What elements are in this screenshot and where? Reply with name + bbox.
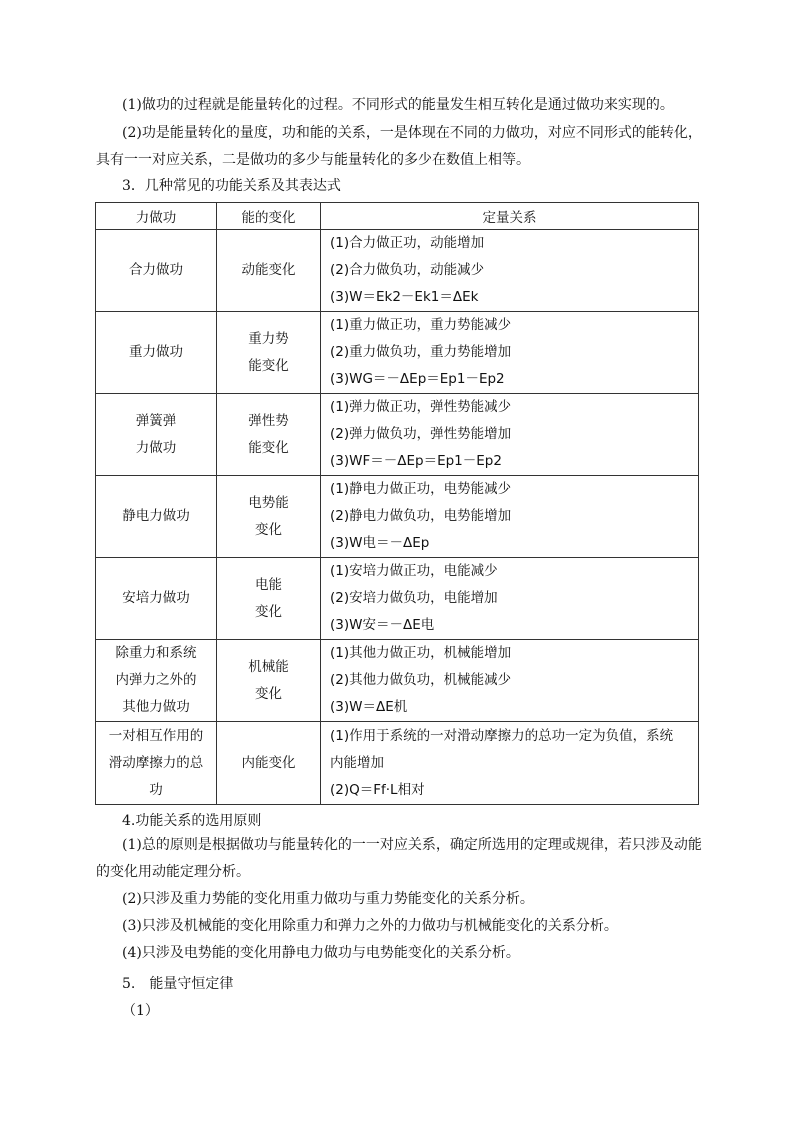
table-row <box>96 394 699 476</box>
principle-4: (4)只涉及电势能的变化用静电力做功与电势能变化的关系分析。 <box>122 945 520 961</box>
table-row <box>96 476 699 558</box>
force-cell <box>96 394 217 476</box>
table-row <box>96 722 699 805</box>
relation-cell-line: (3)W＝Ek2－Ek1＝ΔEk <box>330 289 479 305</box>
change-cell-line: 弹性势 <box>248 412 289 429</box>
relation-cell-line: (1)其他力做正功，机械能增加 <box>330 645 512 661</box>
change-cell-line: 动能变化 <box>241 262 296 278</box>
principle-1: (1)总的原则是根据做功与能量转化的一一对应关系，确定所选用的定理或规律，若只涉及动能的变化用动能定理分析。 <box>96 837 702 880</box>
force-cell-line: 除重力和系统 <box>115 645 197 661</box>
relation-cell-line: (1)静电力做正功，电势能减少 <box>330 481 512 497</box>
relation-cell <box>321 558 699 640</box>
change-cell <box>217 312 321 394</box>
change-cell-line: 能变化 <box>248 357 289 374</box>
change-cell <box>217 476 321 558</box>
relation-cell-line: (2)弹力做负功，弹性势能增加 <box>330 426 512 442</box>
force-cell-line: 内弹力之外的 <box>115 672 197 688</box>
relation-cell <box>321 230 699 312</box>
header-force: 力做功 <box>96 203 217 230</box>
relation-cell <box>321 394 699 476</box>
table-row <box>96 640 699 722</box>
header-relation: 定量关系 <box>321 203 699 230</box>
force-cell-line: 重力做功 <box>129 344 183 360</box>
header-change: 能的变化 <box>217 203 321 230</box>
change-cell <box>217 722 321 805</box>
change-cell-line: 重力势 <box>248 330 289 347</box>
relation-cell-line: (2)重力做负功，重力势能增加 <box>330 344 512 360</box>
relation-cell-line: (3)W安＝－ΔE电 <box>330 617 435 633</box>
relation-cell-line: (1)重力做正功，重力势能减少 <box>330 317 512 333</box>
force-cell-line: 其他力做功 <box>122 699 190 715</box>
table-row <box>96 312 699 394</box>
force-cell <box>96 558 217 640</box>
force-cell <box>96 640 217 722</box>
relation-cell-line: (3)WF＝－ΔEp＝Ep1－Ep2 <box>330 453 502 469</box>
paragraph-2: (2)功是能量转化的量度，功和能的关系，一是体现在不同的力做功，对应不同形式的能转化，具有一一对应关系，二是做功的多少与能量转化的多少在数值上相等。 <box>96 125 702 168</box>
change-cell <box>217 394 321 476</box>
relation-cell-line: (2)合力做负功，动能减少 <box>330 262 485 278</box>
change-cell-line: 机械能 <box>248 658 289 675</box>
change-cell-line: 电势能 <box>248 494 289 511</box>
work-energy-table <box>95 202 699 805</box>
change-cell-line: 内能变化 <box>241 754 296 771</box>
paragraph-1: (1)做功的过程就是能量转化的过程。不同形式的能量发生相互转化是通过做功来实现的。 <box>122 97 674 113</box>
force-cell-line: 合力做功 <box>129 262 183 278</box>
change-cell <box>217 558 321 640</box>
relation-cell <box>321 722 699 805</box>
relation-cell-line: (1)作用于系统的一对滑动摩擦力的总功一定为负值，系统 <box>330 727 674 744</box>
principle-3: (3)只涉及机械能的变化用除重力和弹力之外的力做功与机械能变化的关系分析。 <box>122 918 618 934</box>
relation-cell-line: (1)合力做正功，动能增加 <box>330 235 485 251</box>
change-cell-line: 电能 <box>255 576 282 593</box>
relation-cell-line: (2)静电力做负功，电势能增加 <box>330 508 512 524</box>
force-cell <box>96 722 217 805</box>
force-cell-line: 滑动摩擦力的总 <box>108 754 204 771</box>
table-row <box>96 230 699 312</box>
relation-cell-line: 内能增加 <box>330 754 384 771</box>
section-heading-5: 5. 能量守恒定律 <box>122 976 234 992</box>
relation-cell <box>321 312 699 394</box>
table-body <box>96 230 699 805</box>
relation-cell-line: (3)W＝ΔE机 <box>330 699 408 715</box>
force-cell-line: 静电力做功 <box>122 508 190 524</box>
section-heading-4: 4.功能关系的选用原则 <box>122 813 262 829</box>
change-cell <box>217 640 321 722</box>
change-cell-line: 变化 <box>255 521 282 538</box>
change-cell <box>217 230 321 312</box>
relation-cell-line: (3)WG＝－ΔEp＝Ep1－Ep2 <box>330 371 505 387</box>
relation-cell-line: (2)Q＝Ff·L相对 <box>330 781 425 798</box>
force-cell-line: 一对相互作用的 <box>108 727 204 744</box>
relation-cell-line: (1)安培力做正功，电能减少 <box>330 563 498 579</box>
change-cell-line: 变化 <box>255 685 282 702</box>
change-cell-line: 能变化 <box>248 439 289 456</box>
force-cell <box>96 230 217 312</box>
force-cell-line: 安培力做功 <box>122 590 190 606</box>
force-cell <box>96 312 217 394</box>
relation-cell-line: (2)其他力做负功，机械能减少 <box>330 672 512 688</box>
force-cell <box>96 476 217 558</box>
relation-cell-line: (1)弹力做正功，弹性势能减少 <box>330 399 512 415</box>
table-header-row <box>96 203 699 230</box>
force-cell-line: 力做功 <box>135 439 177 456</box>
force-cell-line: 功 <box>149 781 163 798</box>
force-cell-line: 弹簧弹 <box>135 412 177 429</box>
relation-cell <box>321 640 699 722</box>
change-cell-line: 变化 <box>255 603 282 620</box>
relation-cell <box>321 476 699 558</box>
table-row <box>96 558 699 640</box>
item-1-label: （1） <box>122 1003 159 1019</box>
relation-cell-line: (3)W电＝－ΔEp <box>330 535 430 551</box>
relation-cell-line: (2)安培力做负功，电能增加 <box>330 590 498 606</box>
principle-2: (2)只涉及重力势能的变化用重力做功与重力势能变化的关系分析。 <box>122 891 534 907</box>
section-heading-3: 3．几种常见的功能关系及其表达式 <box>122 178 341 194</box>
